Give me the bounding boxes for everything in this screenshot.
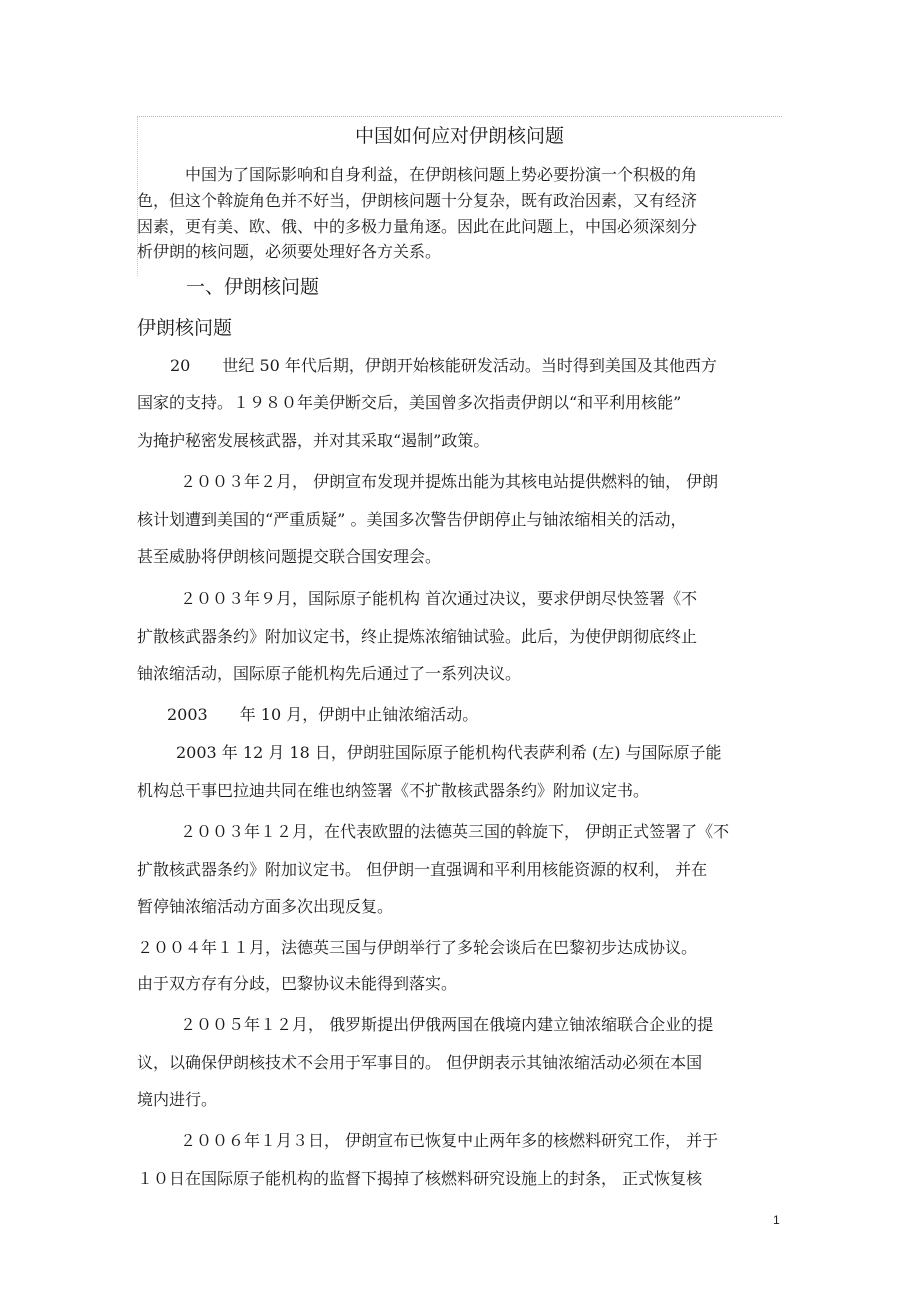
paragraph-line: ２００５年１２月， 俄罗斯提出伊俄两国在俄境内建立铀浓缩联合企业的提 xyxy=(180,1015,714,1034)
paragraph-line: ２００３年９月，国际原子能机构 首次通过决议，要求伊朗尽快签署《不 xyxy=(180,589,698,608)
paragraph-line: ２００３年２月， 伊朗宣布发现并提炼出能为其核电站提供燃料的铀， 伊朗 xyxy=(180,472,719,491)
paragraph-line: 议，以确保伊朗核技术不会用于军事目的。 但伊朗表示其铀浓缩活动必须在本国 xyxy=(137,1053,703,1072)
paragraph-line: ２００６年１月３日， 伊朗宣布已恢复中止两年多的核燃料研究工作， 并于 xyxy=(180,1131,719,1150)
paragraph-line: 由于双方存有分歧，巴黎协议未能得到落实。 xyxy=(137,974,458,993)
paragraph-line: ２００４年１１月，法德英三国与伊朗举行了多轮会谈后在巴黎初步达成协议。 xyxy=(137,938,698,957)
document-title: 中国如何应对伊朗核问题 xyxy=(354,125,564,147)
paragraph-line: 核计划遭到美国的“严重质疑” 。美国多次警告伊朗停止与铀浓缩相关的活动， xyxy=(137,510,687,529)
paragraph-line: １０日在国际原子能机构的监督下揭掉了核燃料研究设施上的封条， 正式恢复核 xyxy=(137,1169,703,1188)
section-heading: 一、伊朗核问题 xyxy=(186,276,320,298)
page-number: 1 xyxy=(773,1213,780,1227)
paragraph-line: 2003 年 12 月 18 日，伊朗驻国际原子能机构代表萨利希 (左) 与国际原子能 xyxy=(176,743,722,762)
paragraph-line: 暂停铀浓缩活动方面多次出现反复。 xyxy=(137,897,394,916)
paragraph-line: 境内进行。 xyxy=(137,1090,218,1109)
paragraph-line: 扩散核武器条约》附加议定书，终止提炼浓缩铀试验。此后，为使伊朗彻底终止 xyxy=(137,627,698,646)
paragraph-line: ２００３年１２月，在代表欧盟的法德英三国的斡旋下， 伊朗正式签署了《不 xyxy=(180,822,730,841)
paragraph-line: 甚至威胁将伊朗核问题提交联合国安理会。 xyxy=(137,547,442,566)
paragraph-line: 2003 年 10 月，伊朗中止铀浓缩活动。 xyxy=(167,705,479,724)
top-dotted-rule xyxy=(137,116,782,117)
paragraph-line: 扩散核武器条约》附加议定书。 但伊朗一直强调和平利用核能资源的权利， 并在 xyxy=(137,860,708,879)
subsection-heading: 伊朗核问题 xyxy=(137,317,233,339)
paragraph-line: 因素，更有美、欧、俄、中的多极力量角逐。因此在此问题上，中国必须深刻分 xyxy=(137,217,698,236)
paragraph-line: 铀浓缩活动，国际原子能机构先后通过了一系列决议。 xyxy=(137,664,522,683)
paragraph-line: 色，但这个斡旋角色并不好当，伊朗核问题十分复杂，既有政治因素，又有经济 xyxy=(137,191,698,210)
paragraph-line: 20 世纪 50 年代后期，伊朗开始核能研发活动。当时得到美国及其他西方 xyxy=(170,356,717,375)
paragraph-line: 国家的支持。１９８０年美伊断交后，美国曾多次指责伊朗以“和平利用核能” xyxy=(137,393,682,412)
paragraph-line: 中国为了国际影响和自身利益，在伊朗核问题上势必要扮演一个积极的角 xyxy=(185,165,698,184)
paragraph-line: 机构总干事巴拉迪共同在维也纳签署《不扩散核武器条约》附加议定书。 xyxy=(137,781,650,800)
paragraph-line: 析伊朗的核问题，必须要处理好各方关系。 xyxy=(137,242,442,261)
paragraph-line: 为掩护秘密发展核武器，并对其采取“遏制”政策。 xyxy=(137,431,490,450)
